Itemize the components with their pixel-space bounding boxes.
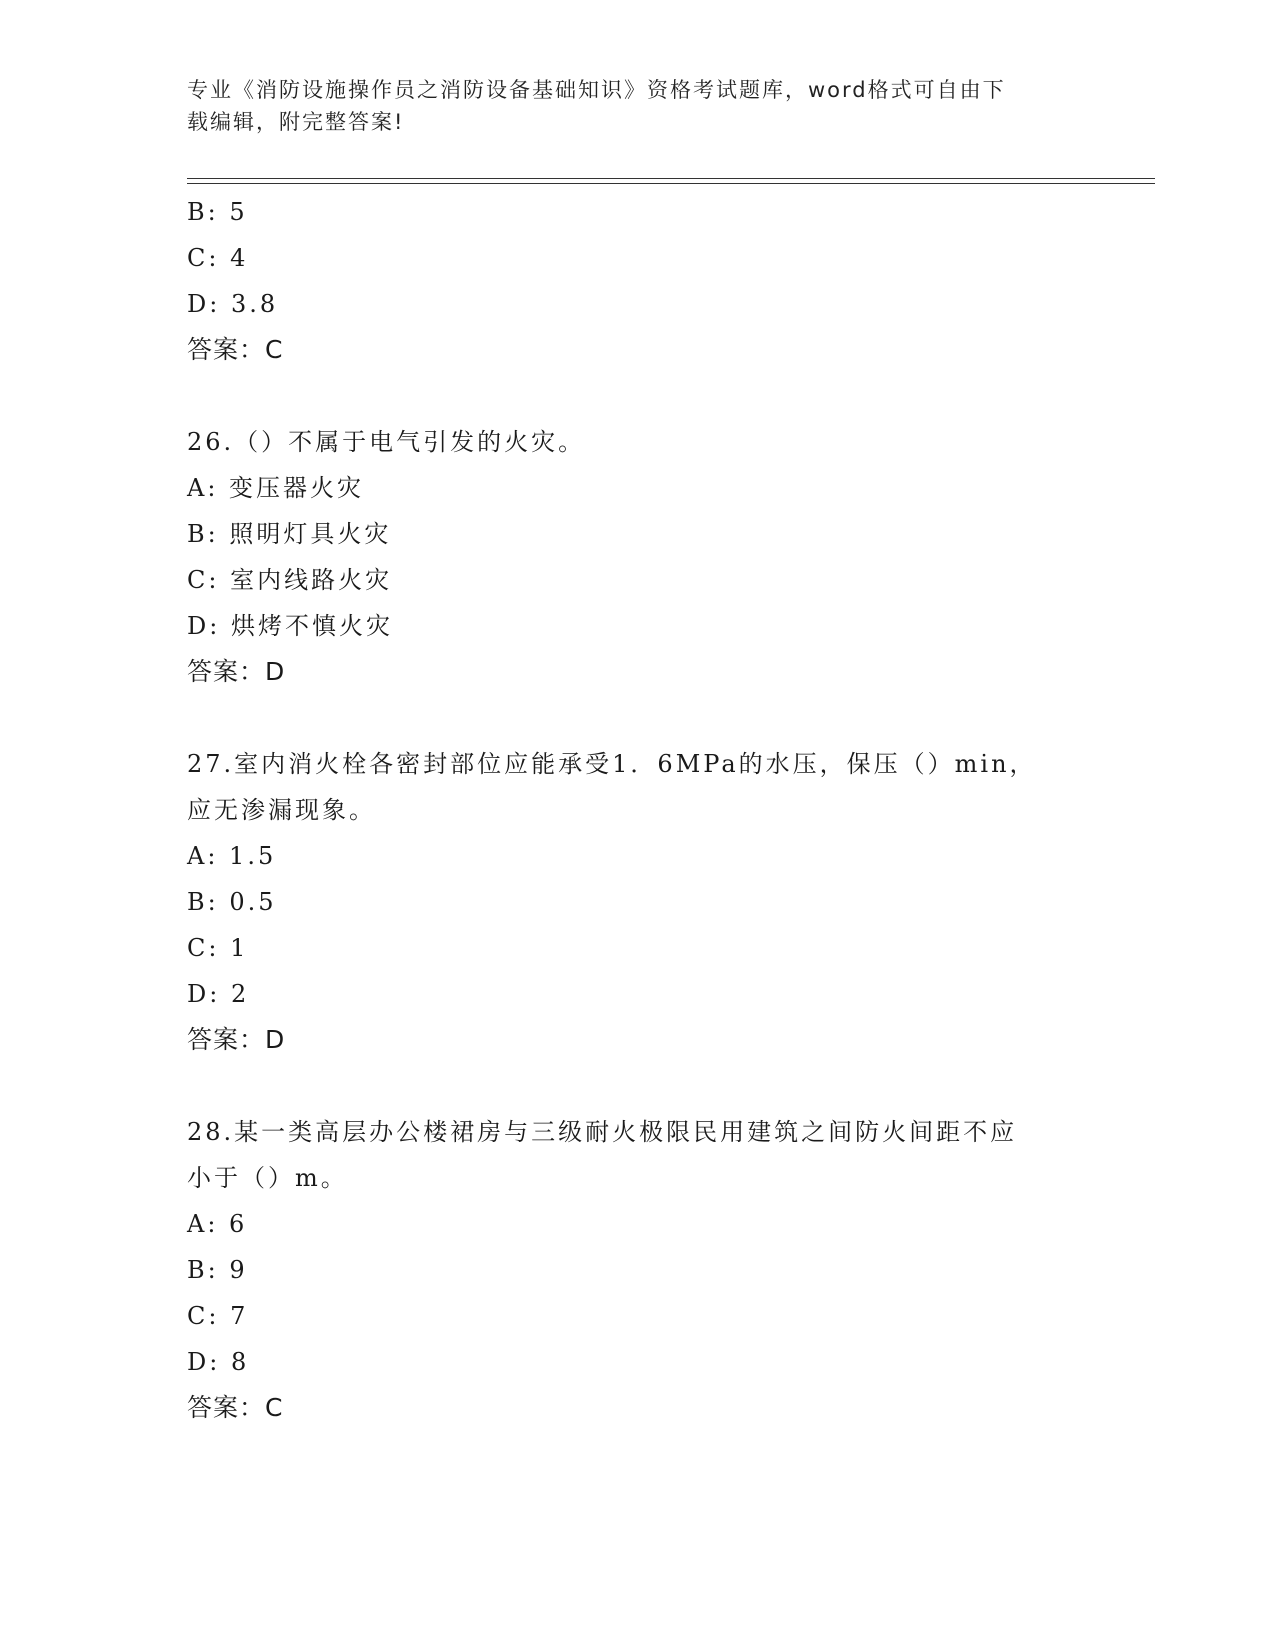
option-b: B: 0.5 bbox=[187, 888, 277, 916]
option-c: C: 7 bbox=[187, 1302, 249, 1330]
option-c: C: 1 bbox=[187, 934, 249, 962]
question-25-tail bbox=[187, 189, 1087, 373]
option-c: C: 4 bbox=[187, 244, 249, 272]
option-a: A: 6 bbox=[187, 1210, 248, 1238]
document-body bbox=[187, 189, 1087, 1431]
option-b: B: 5 bbox=[187, 198, 248, 226]
question-28 bbox=[187, 1109, 1087, 1431]
document-header bbox=[187, 74, 1067, 138]
header-line-1: 专业《消防设施操作员之消防设备基础知识》资格考试题库，word格式可自由下 bbox=[187, 78, 1006, 102]
question-27 bbox=[187, 741, 1087, 1063]
option-d: D: 8 bbox=[187, 1348, 250, 1376]
option-d: D: 3.8 bbox=[187, 290, 279, 318]
question-text-line-1: 27.室内消火栓各密封部位应能承受1．6MPa的水压，保压（）min， bbox=[187, 750, 1037, 778]
question-text-line-2: 应无渗漏现象。 bbox=[187, 796, 376, 824]
answer: 答案：D bbox=[187, 1025, 286, 1054]
header-line-2: 载编辑，附完整答案! bbox=[187, 110, 405, 134]
option-b: B: 9 bbox=[187, 1256, 248, 1284]
option-d: D: 烘烤不慎火灾 bbox=[187, 612, 393, 640]
header-divider-top bbox=[187, 178, 1155, 179]
header-divider-bottom bbox=[187, 183, 1155, 184]
option-d: D: 2 bbox=[187, 980, 250, 1008]
question-text: 26.（）不属于电气引发的火灾。 bbox=[187, 428, 586, 456]
answer: 答案：C bbox=[187, 1393, 284, 1422]
answer: 答案：D bbox=[187, 657, 286, 686]
option-c: C: 室内线路火灾 bbox=[187, 566, 393, 594]
option-b: B: 照明灯具火灾 bbox=[187, 520, 392, 548]
answer: 答案：C bbox=[187, 335, 284, 364]
option-a: A: 1.5 bbox=[187, 842, 277, 870]
option-a: A: 变压器火灾 bbox=[187, 474, 365, 502]
question-text-line-2: 小于（）m。 bbox=[187, 1164, 348, 1192]
question-text-line-1: 28.某一类高层办公楼裙房与三级耐火极限民用建筑之间防火间距不应 bbox=[187, 1118, 1018, 1146]
question-26 bbox=[187, 419, 1087, 695]
